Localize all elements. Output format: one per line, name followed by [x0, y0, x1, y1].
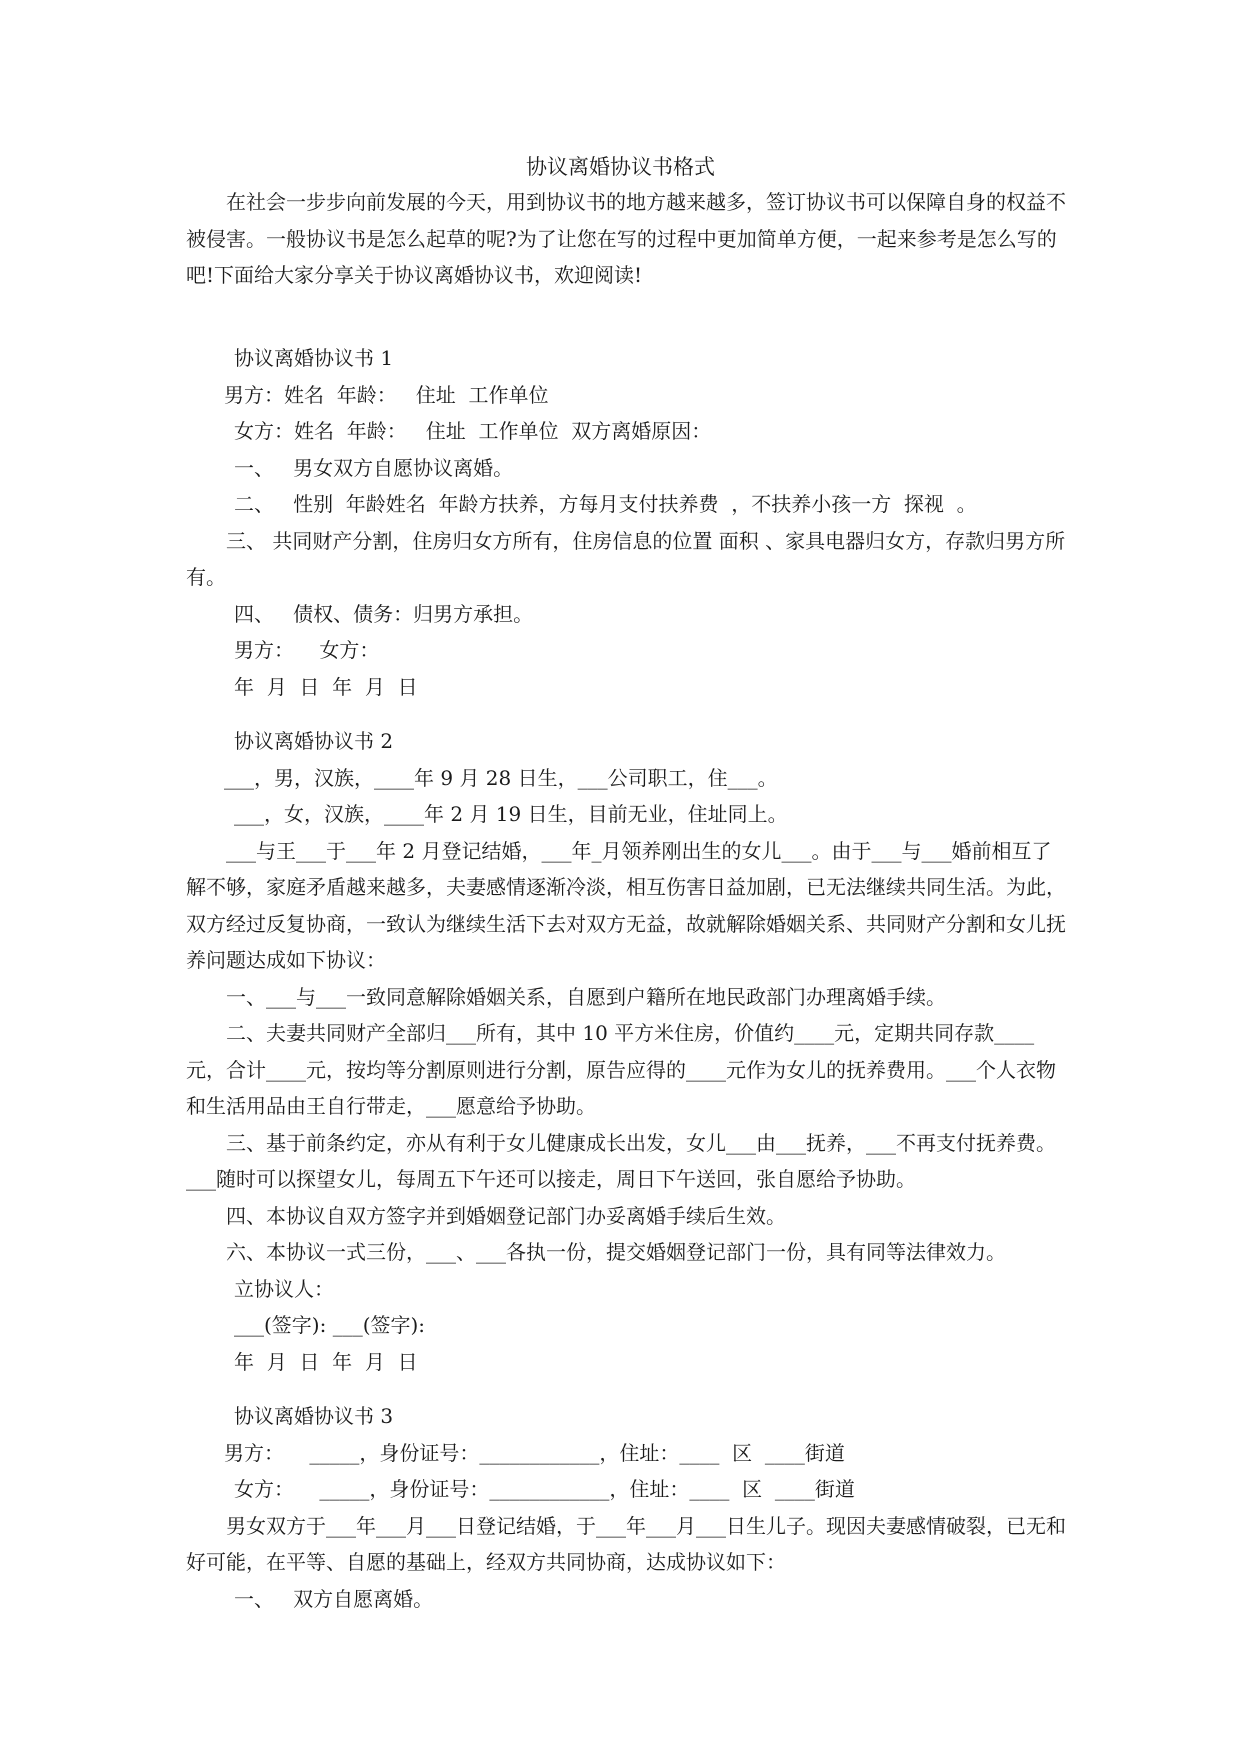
- agreement-1-heading: 协议离婚协议书 1: [234, 346, 394, 370]
- agreement-3-item-1: 一、 双方自愿离婚。: [234, 1586, 434, 1611]
- intro-section: [186, 184, 1066, 294]
- agreement-1-male: 男方：姓名 年龄： 住址 工作单位: [224, 382, 549, 407]
- agreement-3-female: 女方： _____，身份证号：____________，住址：____ 区 ____街道: [234, 1477, 855, 1501]
- agreement-1-date: 年 月 日 年 月 日: [234, 674, 418, 699]
- agreement-2: [186, 723, 1066, 1380]
- agreement-2-item-1: 一、___与___一致同意解除婚姻关系，自愿到户籍所在地民政部门办理离婚手续。: [226, 984, 946, 1009]
- agreement-2-item-6: 六、本协议一式三份，___、___各执一份，提交婚姻登记部门一份，具有同等法律效力。: [226, 1240, 1006, 1264]
- agreement-3-background: 男女双方于___年___月___日登记结婚，于___年___月___日生儿子。现因夫妻感情破裂，已无和好可能，在平等、自愿的基础上，经双方共同协商，达成协议如下：: [186, 1513, 1066, 1574]
- agreement-1-item-3: 三、 共同财产分割，住房归女方所有，住房信息的位置 面积 、家具电器归女方，存款归男方所有。: [186, 528, 1066, 589]
- agreement-2-item-4: 四、本协议自双方签字并到婚姻登记部门办妥离婚手续后生效。: [226, 1203, 786, 1228]
- agreement-2-signatures: ___(签字): ___(签字):: [234, 1313, 426, 1337]
- agreement-3: [186, 1398, 1066, 1617]
- agreement-1-signatures: 男方： 女方：: [234, 638, 380, 662]
- agreement-2-party-female: ___，女，汉族，____年 2 月 19 日生，目前无业，住址同上。: [234, 802, 788, 826]
- agreement-3-heading: 协议离婚协议书 3: [234, 1404, 394, 1428]
- intro-paragraph: 在社会一步步向前发展的今天，用到协议书的地方越来越多，签订协议书可以保障自身的权益不被侵害。一般协议书是怎么起草的呢?为了让您在写的过程中更加简单方便，一起来参考是怎么写的吧!下面给大家分享关于协议离婚协议书，欢迎阅读!: [186, 190, 1066, 287]
- agreement-3-male: 男方： _____，身份证号：____________，住址：____ 区 ____街道: [224, 1440, 845, 1465]
- agreement-2-date: 年 月 日 年 月 日: [234, 1349, 418, 1374]
- agreement-2-party-male: ___，男，汉族，____年 9 月 28 日生，___公司职工，住___。: [224, 765, 778, 790]
- agreement-2-item-3: 三、基于前条约定，亦从有利于女儿健康成长出发，女儿___由___抚养，___不再支付抚养费。___随时可以探望女儿，每周五下午还可以接走，周日下午送回，张自愿给予协助。: [186, 1130, 1056, 1191]
- agreement-2-background: ___与王___于___年 2 月登记结婚，___年_月领养刚出生的女儿___。由于___与___婚前相互了解不够，家庭矛盾越来越多，夫妻感情逐渐冷淡，相互伤害日益加剧，已无法继续共同生活。为此，双方经过反复协商，一致认为继续生活下去对双方无益，故就解除婚姻关系、共同财产分割和女儿抚养问题达成如下协议：: [186, 838, 1066, 972]
- agreement-2-signers-label: 立协议人：: [234, 1276, 334, 1301]
- agreement-1-item-1: 一、 男女双方自愿协议离婚。: [234, 455, 514, 480]
- agreement-2-heading: 协议离婚协议书 2: [234, 729, 394, 753]
- agreement-1-item-2: 二、 性别 年龄姓名 年龄方扶养，方每月支付扶养费 ，不扶养小孩一方 探视 。: [234, 492, 977, 516]
- document-title: 协议离婚协议书格式: [526, 155, 715, 179]
- agreement-2-item-2: 二、夫妻共同财产全部归___所有，其中 10 平方米住房，价值约____元，定期共同存款____元，合计____元，按均等分割原则进行分割，原告应得的____元作为女儿的抚养费用。___个人衣物和生活用品由王自行带走，___愿意给予协助。: [186, 1021, 1056, 1118]
- agreement-1-female: 女方：姓名 年龄： 住址 工作单位 双方离婚原因：: [234, 419, 712, 443]
- agreement-1-item-4: 四、 债权、债务：归男方承担。: [234, 601, 534, 626]
- agreement-1: [186, 340, 1066, 705]
